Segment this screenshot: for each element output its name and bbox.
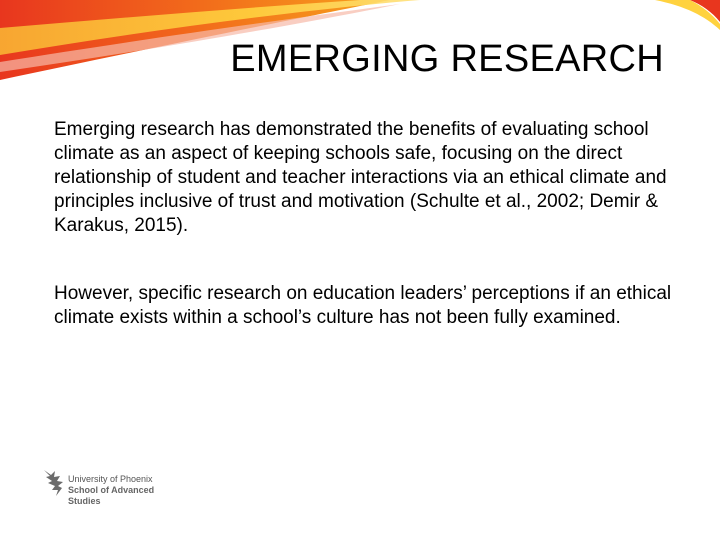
logo-school-line-2: Studies [68,496,101,506]
university-logo [42,466,182,514]
paragraph: However, specific research on education leaders’ perceptions if an ethical climate exists within a school’s culture has not been fully examined. [54,283,672,328]
paragraph: Emerging research has demonstrated the benefits of evaluating school climate as an aspect of keeping schools safe, focusing on the direct relationship of student and teacher interactions via an ethical climate and principles inclusive of trust and motivation (Schulte et al., 2002; Demir & Karakus, 2015). [54,119,667,236]
logo-school-line-1: School of Advanced [68,485,155,495]
slide-title: EMERGING RESEARCH [230,38,664,80]
phoenix-bird-icon [42,468,66,498]
slide-body [54,118,674,330]
logo-university-name: University of Phoenix [68,474,153,484]
logo-text [68,474,154,507]
